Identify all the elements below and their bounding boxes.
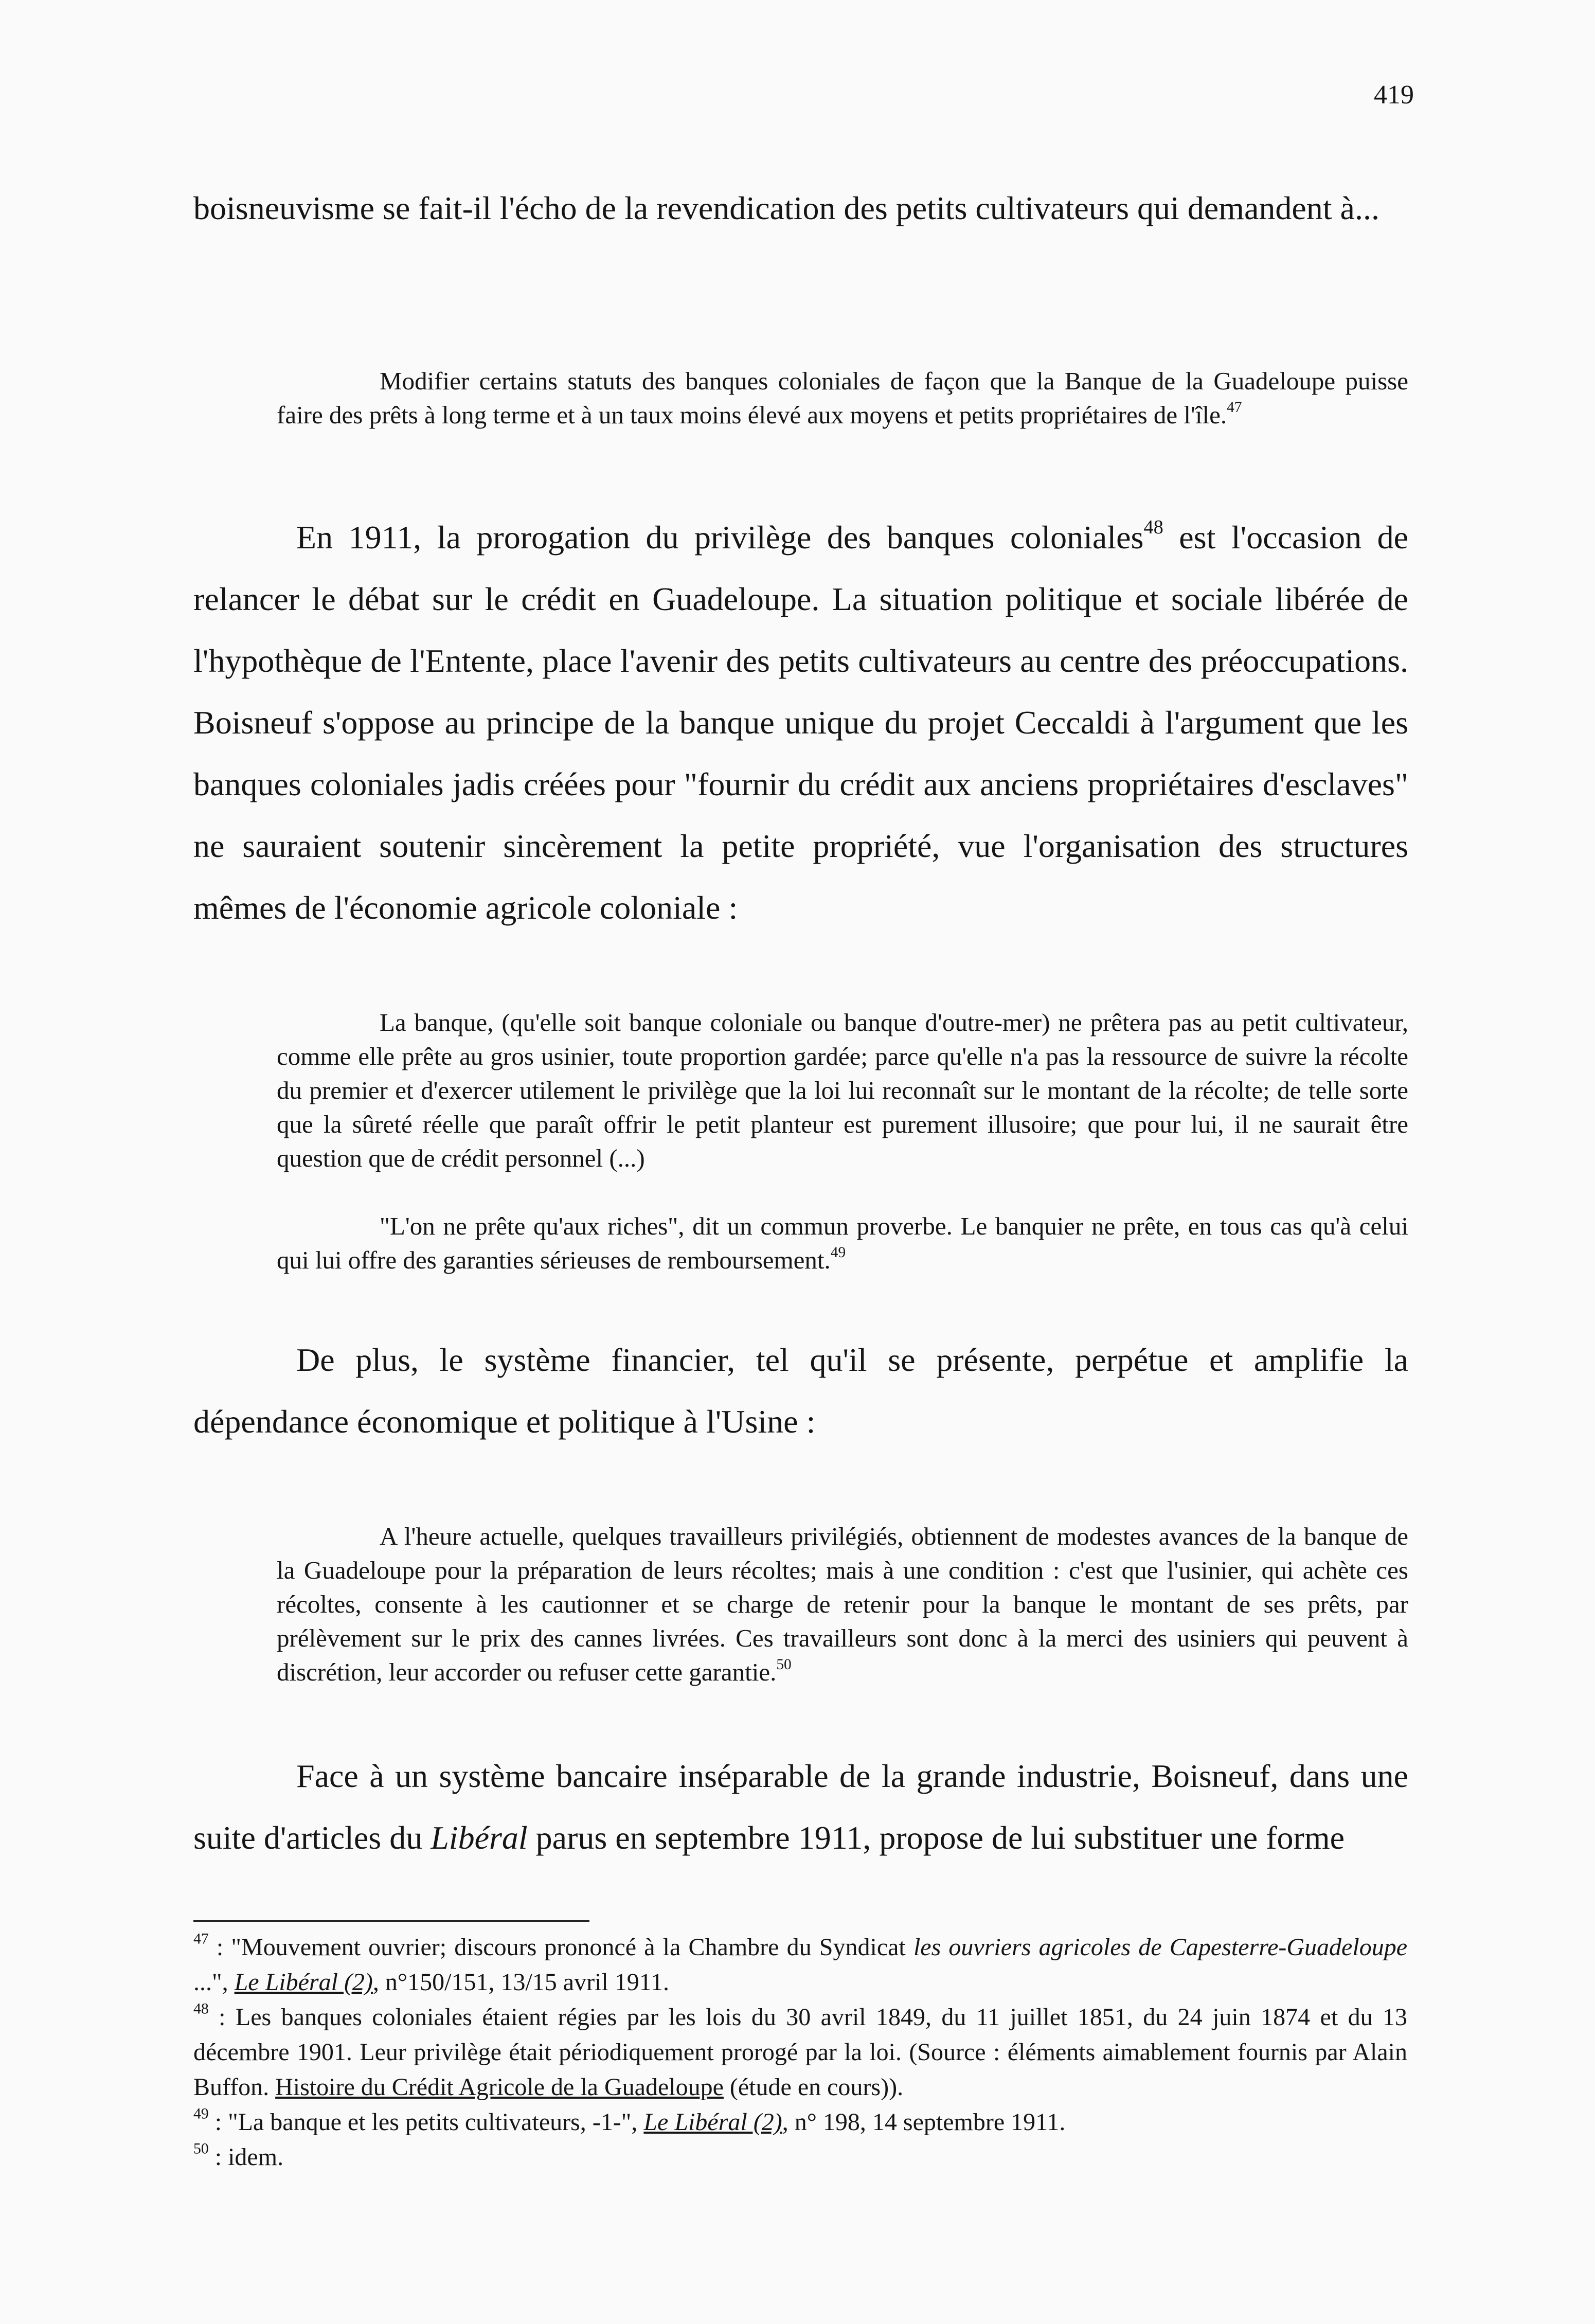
footnote-47 (193, 1930, 1407, 2000)
footnote-number: 47 (193, 1930, 209, 1947)
footnote-text: , n° 198, 14 septembre 1911. (782, 2108, 1066, 2136)
footnote-italic: les ouvriers agricoles de Capesterre-Guadeloupe (913, 1934, 1407, 1961)
quote-1-text: Modifier certains statuts des banques coloniales de façon que la Banque de la Guadeloupe puisse faire des prêts à long terme et à un taux moins élevé aux moyens et petits propriétaires de l'île. (277, 367, 1408, 429)
footnote-ref-49: 49 (830, 1244, 846, 1261)
quote-3 (277, 1519, 1408, 1689)
quote-2-part-1: La banque, (qu'elle soit banque coloniale ou banque d'outre-mer) ne prêtera pas au petit cultivateur, comme elle prête au gros usinier, toute proportion gardée; parce qu'elle n'a pas la ressource de suivre la récolte du premier et d'exercer utilement le privilège que la loi lui reconnaît sur le montant de la récolte; de telle sorte que la sûreté réelle que paraît offrir le petit planteur est purement illusoire; que pour lui, il ne saurait être question que de crédit personnel (...) (277, 1008, 1408, 1172)
quote-2-part-2 (277, 1209, 1408, 1277)
footnote-50 (193, 2140, 1407, 2175)
footnote-text: ...", (193, 1969, 235, 1996)
footnote-text: : Les banques coloniales étaient régies par les lois du 30 avril 1849, du 11 juillet 1851, du 24 juin 1874 et du 13 décembre 1901. Leur privilège était périodiquement prorogé par la loi. (Source : éléments aimablement fournis par Alain Buffon. (193, 2004, 1407, 2101)
footnote-number: 50 (193, 2140, 209, 2157)
footnote-text: : "La banque et les petits cultivateurs, -1-", (208, 2108, 644, 2136)
footnote-number: 48 (193, 2000, 209, 2017)
footnote-ref-50: 50 (776, 1656, 792, 1673)
paragraph-2-body: est l'occasion de relancer le débat sur le crédit en Guadeloupe. La situation politique et sociale libérée de l'hypothèque de l'Entente, place l'avenir des petits cultivateurs au centre des préoccupations. Boisneuf s'oppose au principe de la banque unique du projet Ceccaldi à l'argument que les banques coloniales jadis créées pour "fournir du crédit aux anciens propriétaires d'esclaves" ne sauraient soutenir sincèrement la petite propriété, vue l'organisation des structures mêmes de l'économie agricole coloniale : (193, 519, 1409, 926)
footnote-49 (193, 2105, 1407, 2140)
page-number: 419 (1374, 80, 1414, 110)
footnote-text: (étude en cours)). (723, 2073, 904, 2101)
footnote-separator (193, 1920, 589, 1922)
footnote-ref-48: 48 (1143, 516, 1163, 539)
paragraph-4 (193, 1745, 1408, 1869)
paragraph-2 (193, 507, 1408, 939)
footnote-text: , n°150/151, 13/15 avril 1911. (372, 1969, 669, 1996)
footnote-text: : "Mouvement ouvrier; discours prononcé à la Chambre du Syndicat (208, 1934, 913, 1961)
footnote-source: Le Libéral (2) (643, 2108, 782, 2136)
footnote-number: 49 (193, 2105, 209, 2122)
journal-title: Libéral (431, 1819, 528, 1856)
footnote-48 (193, 2000, 1407, 2105)
footnote-source: Le Libéral (2) (234, 1969, 373, 1996)
quote-2-part-2-text: "L'on ne prête qu'aux riches", dit un commun proverbe. Le banquier ne prête, en tous cas qu'à celui qui lui offre des garanties sérieuses de remboursement. (277, 1212, 1408, 1274)
paragraph-4-tail: parus en septembre 1911, propose de lui substituer une forme (527, 1819, 1345, 1856)
paragraph-3: De plus, le système financier, tel qu'il se présente, perpétue et amplifie la dépendance économique et politique à l'Usine : (193, 1342, 1408, 1440)
footnote-source: Histoire du Crédit Agricole de la Guadeloupe (275, 2073, 724, 2101)
quote-1 (277, 364, 1408, 432)
paragraph-continued: boisneuvisme se fait-il l'écho de la revendication des petits cultivateurs qui demandent à... (193, 190, 1379, 226)
quote-3-text: A l'heure actuelle, quelques travailleurs privilégiés, obtiennent de modestes avances de la banque de la Guadeloupe pour la préparation de leurs récoltes; mais à une condition : c'est que l'usinier, qui achète ces récoltes, consente à les cautionner et se charge de retenir pour la banque le montant de ses prêts, par prélèvement sur le prix des cannes livrées. Ces travailleurs sont donc à la merci des usiniers qui peuvent à discrétion, leur accorder ou refuser cette garantie. (277, 1522, 1408, 1686)
footnote-ref-47: 47 (1227, 399, 1242, 416)
footnote-text: : idem. (208, 2143, 284, 2171)
paragraph-4-lead: Face à un système bancaire inséparable de la grande industrie, Boisneuf, dans une suite d'articles du (193, 1758, 1408, 1856)
footnotes (193, 1930, 1407, 2175)
paragraph-2-lead: En 1911, la prorogation du privilège des banques coloniales (296, 519, 1144, 556)
